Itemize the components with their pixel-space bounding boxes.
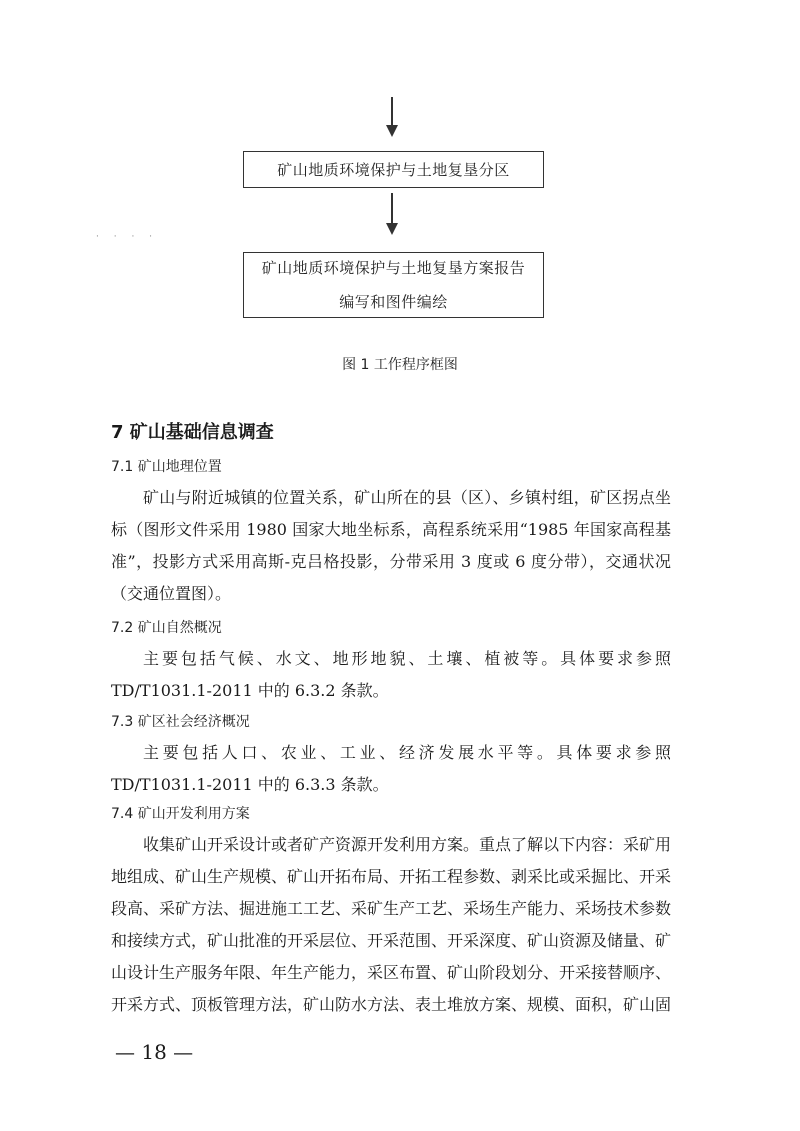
subsection-heading-7-2: 7.2 矿山自然概况 [111, 620, 222, 636]
page-number: — 18 — [115, 1040, 194, 1064]
paragraph-7-4: 收集矿山开采设计或者矿产资源开发利用方案。重点了解以下内容：采矿用地组成、矿山生产规模、矿山开拓布局、开拓工程参数、剥采比或采掘比、开采段高、采矿方法、掘进施工工艺、采矿生产工艺、采场生产能力、采场技术参数和接续方式，矿山批准的开采层位、开采范围、开采深度、矿山资源及储量、矿山设计生产服务年限、年生产能力，采区布置、矿山阶段划分、开采接替顺序、开采方式、顶板管理方法，矿山防水方法、表土堆放方案、规模、面积，矿山固 [111, 835, 672, 1014]
flowchart-box-report-line1: 矿山地质环境保护与土地复垦方案报告 [261, 259, 526, 277]
subsection-heading-7-4: 7.4 矿山开发利用方案 [111, 806, 250, 822]
figure-caption: 图 1 工作程序框图 [342, 357, 458, 373]
paragraph-7-1: 矿山与附近城镇的位置关系，矿山所在的县（区）、乡镇村组，矿区拐点坐标（图形文件采用 1980 国家大地坐标系，高程系统采用“1985 年国家高程基准”，投影方式采用高斯-克吕格投影，分带采用 3 度或 6 度分带），交通状况（交通位置图）。 [111, 488, 671, 603]
subsection-heading-7-3: 7.3 矿区社会经济概况 [111, 714, 250, 730]
section-title: 7 矿山基础信息调查 [111, 422, 274, 443]
subsection-heading-7-1: 7.1 矿山地理位置 [111, 459, 222, 475]
paragraph-7-2: 主要包括气候、水文、地形地貌、土壤、植被等。具体要求参照TD/T1031.1-2011 中的 6.3.2 条款。 [111, 649, 671, 700]
flowchart-box-zoning-label: 矿山地质环境保护与土地复垦分区 [277, 160, 510, 179]
scan-specks: · · · · [96, 232, 159, 242]
paragraph-7-3: 主要包括人口、农业、工业、经济发展水平等。具体要求参照TD/T1031.1-2011 中的 6.3.3 条款。 [111, 743, 671, 794]
flowchart-box-report-line2: 编写和图件编绘 [339, 293, 448, 311]
flowchart-box-zoning [243, 151, 544, 188]
flowchart-box-report [243, 252, 544, 318]
flow-arrow-top [384, 97, 400, 137]
flow-arrow-middle [384, 193, 400, 235]
